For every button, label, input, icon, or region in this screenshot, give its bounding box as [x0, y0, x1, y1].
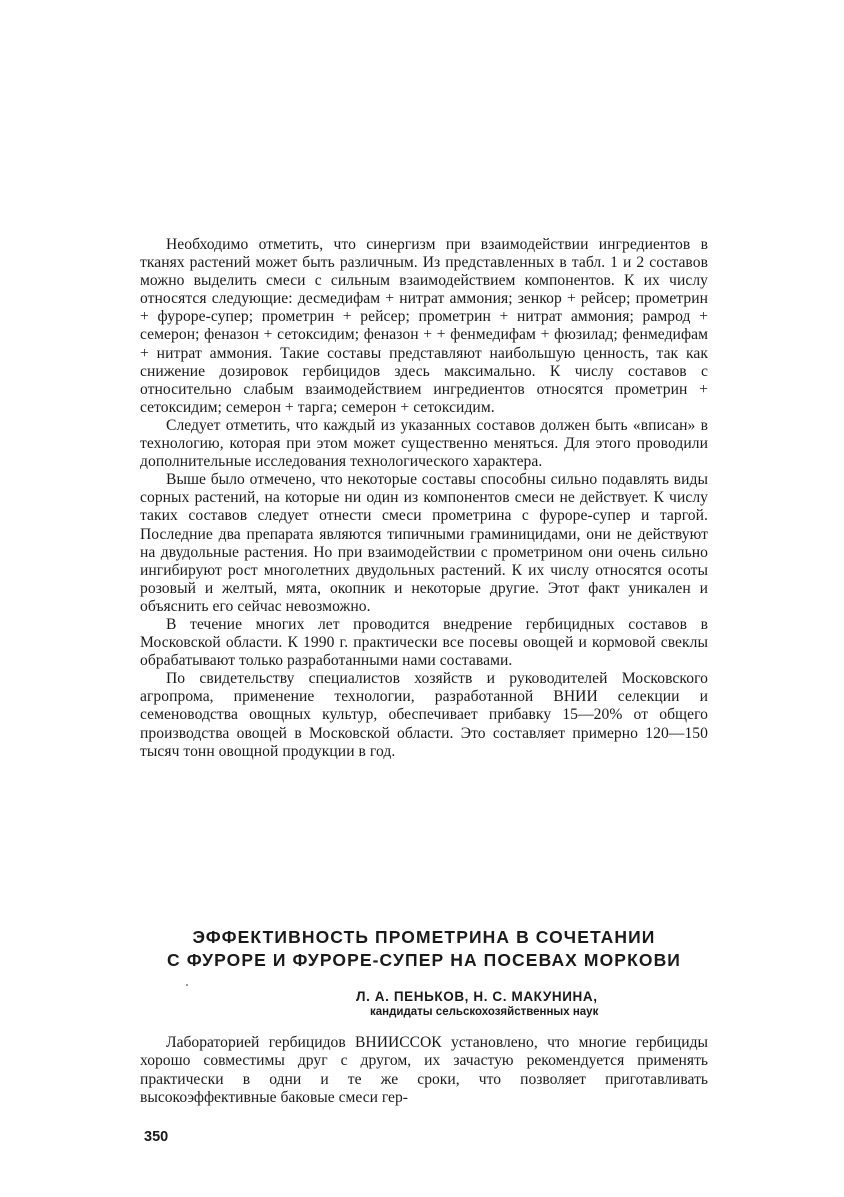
- paragraph-implementation: В течение многих лет проводится внедрение гербицидных составов в Московской области. К 1990 г. практически все посевы овощей и кормовой свеклы обрабатывают только разработанными нами составами.: [140, 615, 708, 670]
- paragraph-synergism: Необходимо отметить, что синергизм при взаимодействии ингредиентов в тканях растений может быть различным. Из представленных в табл. 1 и 2 составов можно выделить смеси с сильным взаимодействием компонентов. К их числу относятся следующие: десмедифам + нитрат аммония; зенкор + рейсер; прометрин + фуроре-супер; прометрин + рейсер; прометрин + нитрат аммония; рамрод + семерон; феназон + сетоксидим; феназон + + фенмедифам + фюзилад; фенмедифам + нитрат аммония. Такие составы представляют наибольшую ценность, так как снижение дозировок гербицидов здесь максимально. К числу составов с относительно слабым взаимодействием ингредиентов относятся прометрин + сетоксидим; семерон + тарга; семерон + сетоксидим.: [140, 236, 708, 416]
- article-title-line-1: ЭФФЕКТИВНОСТЬ ПРОМЕТРИНА В СОЧЕТАНИИ: [192, 927, 656, 947]
- preceding-article-text: [140, 236, 708, 761]
- paragraph-technology-fit: Следует отметить, что каждый из указанных составов должен быть «вписан» в технологию, которая при этом может существенно меняться. Для этого проводили дополнительные исследования технологического характера.: [140, 416, 708, 471]
- article-title: [140, 926, 708, 972]
- paragraph-yield-increase: По свидетельству специалистов хозяйств и руководителей Московского агропрома, применение технологии, разработанной ВНИИ селекции и семеноводства овощных культур, обеспечивает прибавку 15—20% от общего производства овощей в Московской области. Это составляет примерно 120—150 тысяч тонн овощной продукции в год.: [140, 670, 708, 760]
- article-title-line-2: С ФУРОРЕ И ФУРОРЕ-СУПЕР НА ПОСЕВАХ МОРКОВИ: [167, 950, 681, 970]
- paragraph-weed-suppression: Выше было отмечено, что некоторые составы способны сильно подавлять виды сорных растений, на которые ни один из компонентов смеси не действует. К числу таких составов следует отнести смеси прометрина с фуроре-супер и таргой. Последние два препарата являются типичными граминицидами, они не действуют на двудольные растения. Но при взаимодействии с прометрином они очень сильно ингибируют рост многолетних двудольных растений. К их числу относятся осоты розовый и желтый, мята, окопник и некоторые другие. Этот факт уникален и объяснить его сейчас невозможно.: [140, 471, 708, 615]
- author-degree: кандидаты сельскохозяйственных наук: [370, 1006, 599, 1018]
- page-number: 350: [144, 1129, 169, 1145]
- article-authors: [140, 988, 708, 1019]
- article-body: [140, 1034, 708, 1107]
- article-intro-paragraph: Лабораторией гербицидов ВНИИССОК установлено, что многие гербициды хорошо совместимы друг с другом, их зачастую рекомендуется применять практически в одни и те же сроки, что позволяет приготавливать высокоэффективные баковые смеси гер-: [140, 1034, 708, 1106]
- author-names: Л. А. ПЕНЬКОВ, Н. С. МАКУНИНА,: [356, 989, 598, 1004]
- print-speck: [186, 984, 188, 986]
